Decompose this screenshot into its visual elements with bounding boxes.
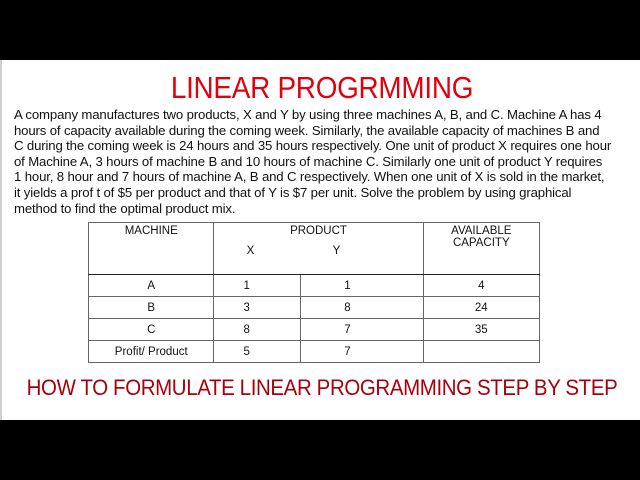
cell-y: 1 — [301, 275, 423, 297]
cell-capacity — [423, 341, 539, 363]
problem-line: method to find the optimal product mix. — [14, 200, 236, 216]
problem-line: A company manufactures two products, X and Y by using three machines A, B, and C. Machine A has 4 — [14, 107, 602, 122]
problem-line: C during the coming week is 24 hours and 35 hours respectively. One unit of product X requires one hour — [14, 138, 612, 154]
table-row — [89, 297, 540, 319]
cell-y: 7 — [301, 319, 423, 341]
table-row — [89, 341, 540, 363]
table-row — [89, 319, 540, 341]
header-product — [214, 223, 423, 275]
problem-line: of Machine A, 3 hours of machine B and 10 hours of machine C. Similarly one unit of product Y requires — [14, 153, 603, 169]
cell-y: 8 — [301, 297, 423, 319]
problem-statement — [14, 107, 632, 216]
top-letterbox-bar — [0, 0, 640, 60]
cell-machine: A — [89, 275, 214, 297]
cell-machine: C — [89, 319, 214, 341]
slide — [0, 60, 640, 420]
cell-capacity: 24 — [423, 297, 539, 319]
table-header-row — [89, 223, 540, 275]
cell-capacity: 35 — [423, 319, 539, 341]
problem-line: it yields a prof t of $5 per product and that of Y is $7 per unit. Solve the problem by using graphical — [14, 184, 572, 200]
header-product-y: Y — [332, 245, 341, 257]
cell-x: 1 — [214, 275, 301, 297]
problem-line: hours of capacity available during the coming week. Similarly, the available capacity of machines B and — [14, 122, 600, 138]
header-capacity: AVAILABLE CAPACITY — [423, 223, 539, 275]
header-product-label: PRODUCT — [290, 225, 347, 237]
header-machine: MACHINE — [89, 223, 214, 275]
cell-y: 7 — [301, 341, 423, 363]
cell-x: 5 — [214, 341, 301, 363]
header-product-x: X — [246, 245, 255, 257]
cell-machine: B — [89, 297, 214, 319]
cell-machine: Profit/ Product — [89, 341, 214, 363]
table-row — [89, 275, 540, 297]
cell-x: 3 — [214, 297, 301, 319]
machine-capacity-table — [88, 222, 540, 363]
bottom-letterbox-bar — [0, 420, 640, 480]
page-title: LINEAR PROGRMMING — [170, 70, 474, 105]
problem-line: 1 hour, 8 hour and 7 hours of machine A, B and C respectively. When one unit of X is sold in the market, — [14, 169, 605, 185]
cell-x: 8 — [214, 319, 301, 341]
subtitle-banner: HOW TO FORMULATE LINEAR PROGRAMMING STEP BY STEP — [26, 375, 618, 400]
cell-capacity: 4 — [423, 275, 539, 297]
